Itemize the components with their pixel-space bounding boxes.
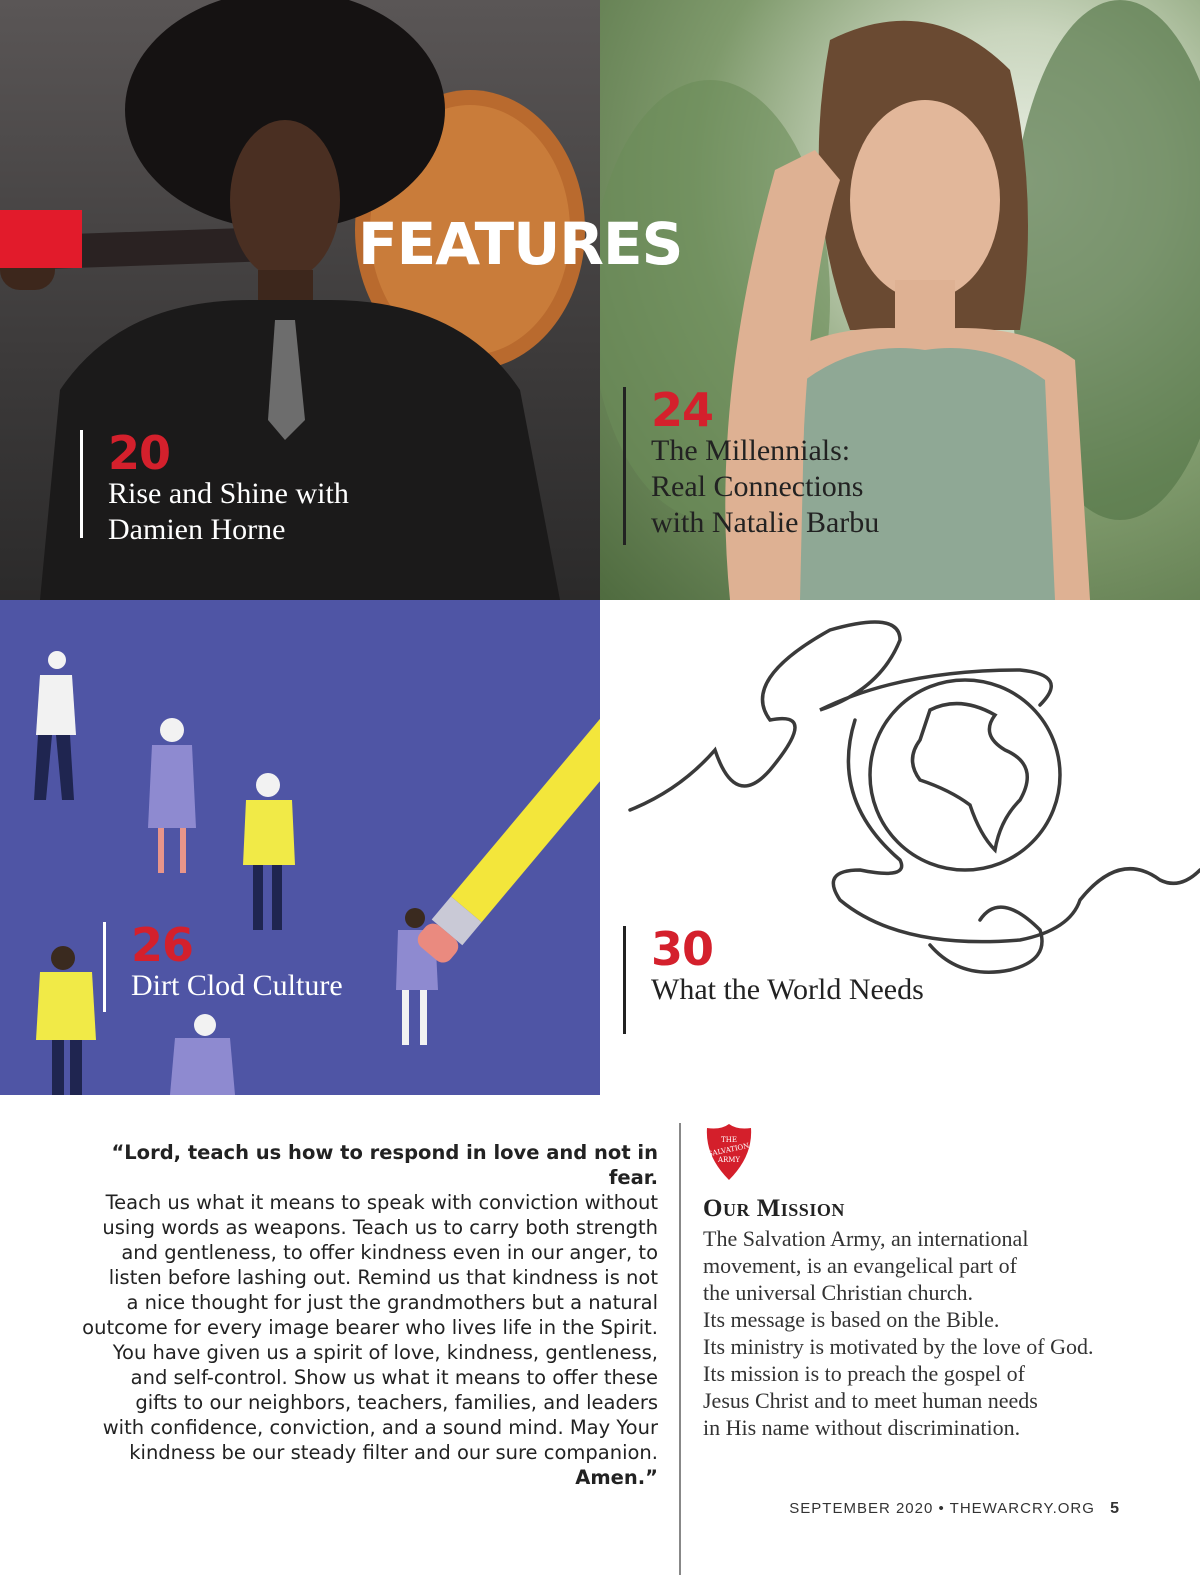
prayer-line: gifts to our neighbors, teachers, families, and leaders bbox=[135, 1391, 658, 1414]
footer-site-link[interactable]: THEWARCRY.ORG bbox=[949, 1500, 1095, 1517]
red-accent-tab bbox=[0, 210, 82, 268]
feature-26[interactable] bbox=[103, 918, 343, 1012]
prayer-line: listen before lashing out. Remind us that kindness is not bbox=[108, 1266, 658, 1289]
prayer-quote bbox=[60, 1140, 658, 1490]
mission-line: The Salvation Army, an international bbox=[703, 1226, 1029, 1251]
feature-24-title-line-3: with Natalie Barbu bbox=[651, 506, 880, 539]
feature-24-title-line-1: The Millennials: bbox=[651, 434, 851, 467]
pencil bbox=[414, 690, 600, 967]
logo-text-army: ARMY bbox=[717, 1156, 741, 1164]
column-divider bbox=[679, 1123, 681, 1575]
page-footer bbox=[789, 1500, 1120, 1518]
prayer-line: a nice thought for just the grandmothers but a natural bbox=[126, 1291, 658, 1314]
prayer-closing: Amen.” bbox=[575, 1466, 658, 1489]
feature-24-page-number: 24 bbox=[651, 383, 714, 437]
mission-line: Its ministry is motivated by the love of God. bbox=[703, 1334, 1094, 1359]
prayer-line: You have given us a spirit of love, kindness, gentleness, bbox=[112, 1341, 658, 1364]
prayer-line: outcome for every image bearer who lives life in the Spirit. bbox=[82, 1316, 658, 1339]
feature-20-title-line-2: Damien Horne bbox=[108, 513, 286, 546]
mission-line: Jesus Christ and to meet human needs bbox=[703, 1388, 1038, 1413]
person-white-shirt bbox=[34, 651, 76, 800]
mission-statement bbox=[703, 1122, 1173, 1441]
feature-26-title-line-1: Dirt Clod Culture bbox=[131, 969, 343, 1002]
mission-line: the universal Christian church. bbox=[703, 1280, 974, 1305]
prayer-line: with confidence, conviction, and a sound mind. May Your bbox=[102, 1416, 658, 1439]
prayer-line: Teach us what it means to speak with conviction without bbox=[105, 1191, 658, 1214]
footer-issue: SEPTEMBER 2020 bbox=[789, 1500, 934, 1517]
mission-line: in His name without discrimination. bbox=[703, 1415, 1021, 1440]
prayer-line: and gentleness, to offer kindness even in our anger, to bbox=[121, 1241, 658, 1264]
logo-text-salvation: SALVATION bbox=[707, 1141, 751, 1159]
person-hooded-back bbox=[170, 1014, 235, 1095]
feature-24-title-line-2: Real Connections bbox=[651, 470, 864, 503]
footer-separator: • bbox=[938, 1500, 945, 1517]
feature-30-title-line-1: What the World Needs bbox=[651, 973, 924, 1006]
person-yellow-top bbox=[243, 773, 295, 930]
salvation-army-shield-logo bbox=[703, 1122, 755, 1182]
prayer-line: kindness be our steady filter and our sure companion. bbox=[129, 1441, 658, 1464]
feature-24[interactable] bbox=[623, 383, 880, 545]
feature-30-page-number: 30 bbox=[651, 922, 714, 976]
prayer-lead-line: “Lord, teach us how to respond in love and not in fear. bbox=[111, 1141, 658, 1189]
section-title: FEATURES bbox=[358, 210, 683, 278]
mission-line: movement, is an evangelical part of bbox=[703, 1253, 1017, 1278]
feature-20-page-number: 20 bbox=[108, 426, 171, 480]
feature-illustration-people bbox=[0, 600, 600, 1095]
prayer-line: and self-control. Show us what it means to offer these bbox=[130, 1366, 658, 1389]
feature-20-title-line-1: Rise and Shine with bbox=[108, 477, 349, 510]
feature-26-page-number: 26 bbox=[131, 918, 194, 972]
feature-20[interactable] bbox=[80, 426, 349, 546]
prayer-line: using words as weapons. Teach us to carry both strength bbox=[102, 1216, 658, 1239]
mission-line: Its mission is to preach the gospel of bbox=[703, 1361, 1026, 1386]
logo-text-the: THE bbox=[721, 1136, 737, 1144]
mission-line: Its message is based on the Bible. bbox=[703, 1307, 1000, 1332]
person-yellow-hoodie bbox=[36, 946, 96, 1095]
page-number: 5 bbox=[1110, 1500, 1120, 1517]
people-and-pencil-illustration bbox=[0, 600, 600, 1095]
feature-30[interactable] bbox=[623, 922, 924, 1034]
mission-heading: Our Mission bbox=[703, 1195, 845, 1222]
person-lavender-dress bbox=[148, 718, 196, 873]
mission-body bbox=[703, 1225, 1173, 1441]
